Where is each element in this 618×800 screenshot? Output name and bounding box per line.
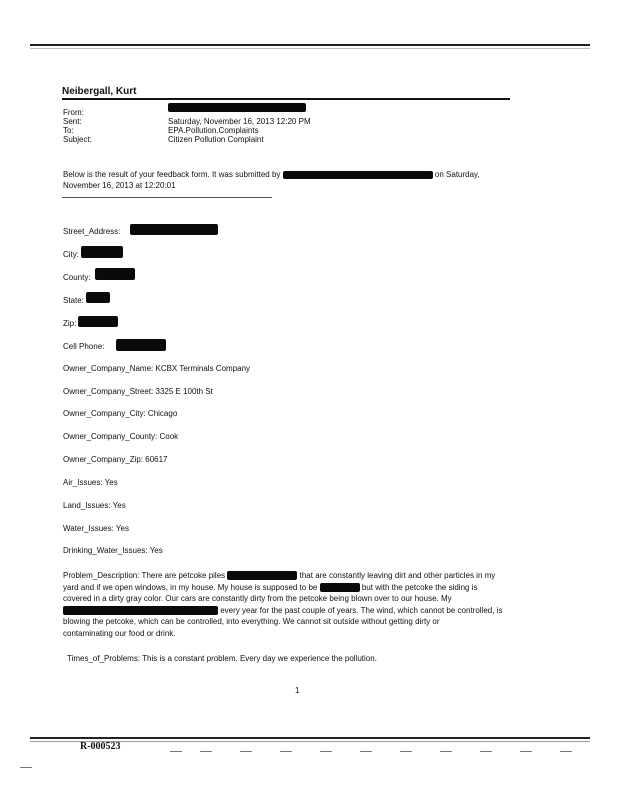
scan-dash (360, 751, 372, 752)
to-label: To: (63, 126, 74, 135)
scan-dash (480, 751, 492, 752)
top-border-line (30, 44, 590, 46)
scan-dash (20, 767, 32, 768)
problem-text-2a: yard and if we open windows, in my house. My house is supposed to be (63, 582, 318, 592)
sender-name-heading: Neibergall, Kurt (62, 86, 137, 97)
field-owner-company-county: Owner_Company_County: Cook (63, 432, 179, 441)
redaction-problem-2 (320, 583, 360, 592)
top-border-line-shadow (30, 48, 590, 49)
field-owner-company-street: Owner_Company_Street: 3325 E 100th St (63, 387, 213, 396)
sent-label: Sent: (63, 117, 82, 126)
problem-line-1 (63, 570, 523, 582)
from-label: From: (63, 108, 84, 117)
scan-dash (440, 751, 452, 752)
scan-dash (560, 751, 572, 752)
intro-text-3: November 16, 2013 at 12:20:01 (63, 181, 176, 190)
page-number: 1 (295, 686, 300, 695)
redaction-zip (78, 316, 118, 327)
redaction-problem-1 (227, 571, 297, 580)
field-city: City: (63, 250, 79, 259)
problem-description (63, 570, 523, 639)
scan-dash (320, 751, 332, 752)
field-water-issues: Water_Issues: Yes (63, 524, 129, 533)
redaction-county (95, 268, 135, 280)
redaction-city (81, 246, 123, 258)
scan-dash (280, 751, 292, 752)
subject-value: Citizen Pollution Complaint (168, 135, 264, 144)
field-cell-phone: Cell Phone: (63, 342, 105, 351)
field-times-of-problems: Times_of_Problems: This is a constant problem. Every day we experience the pollution. (67, 654, 377, 663)
redaction-cell (116, 339, 166, 351)
subject-label: Subject: (63, 135, 92, 144)
problem-text-1a: Problem_Description: There are petcoke piles (63, 571, 226, 580)
field-zip: Zip: (63, 319, 77, 328)
field-owner-company-zip: Owner_Company_Zip: 60617 (63, 455, 168, 464)
problem-line-4 (63, 605, 523, 617)
field-owner-company-city: Owner_Company_City: Chicago (63, 409, 178, 418)
problem-line-3: covered in a dirty gray color. Our cars are constantly dirty from the petcoke being blown over to our house. My (63, 594, 452, 603)
redaction-street (130, 224, 218, 235)
bates-number: R-000523 (80, 741, 121, 752)
scan-dash (200, 751, 212, 752)
problem-line-6: contaminating our food or drink. (63, 628, 176, 638)
intro-text-2: on Saturday, (434, 170, 480, 179)
field-land-issues: Land_Issues: Yes (63, 501, 126, 510)
bottom-border-line (30, 737, 590, 739)
redaction-problem-4 (63, 606, 218, 615)
field-state: State: (63, 296, 84, 305)
scan-dash (170, 751, 182, 752)
to-value: EPA.Pollution.Complaints (168, 126, 259, 135)
heading-rule (62, 98, 510, 100)
field-drinking-water-issues: Drinking_Water_Issues: Yes (63, 546, 163, 555)
problem-line-5: blowing the petcoke, which can be controlled, into everything. We cannot sit outside without getting dirty or (63, 617, 440, 626)
sent-value: Saturday, November 16, 2013 12:20 PM (168, 117, 311, 126)
intro-paragraph (63, 169, 513, 191)
problem-text-1b: that are constantly leaving dirt and other particles in my (299, 571, 496, 580)
problem-text-4: every year for the past couple of years. The wind, which cannot be controlled, is (220, 605, 503, 615)
problem-text-2b: but with the petcoke the siding is (361, 582, 478, 592)
redaction-submitter (283, 171, 433, 179)
scan-dash (520, 751, 532, 752)
redaction-from (168, 103, 306, 112)
field-county: County: (63, 273, 91, 282)
scan-dash (400, 751, 412, 752)
field-street-address: Street_Address: (63, 227, 121, 236)
scan-dash (240, 751, 252, 752)
intro-rule (62, 197, 272, 198)
field-air-issues: Air_Issues: Yes (63, 478, 118, 487)
field-owner-company-name: Owner_Company_Name: KCBX Terminals Company (63, 364, 251, 373)
intro-text-1: Below is the result of your feedback form. It was submitted by (63, 170, 281, 179)
problem-line-2 (63, 582, 523, 594)
redaction-state (86, 292, 110, 303)
